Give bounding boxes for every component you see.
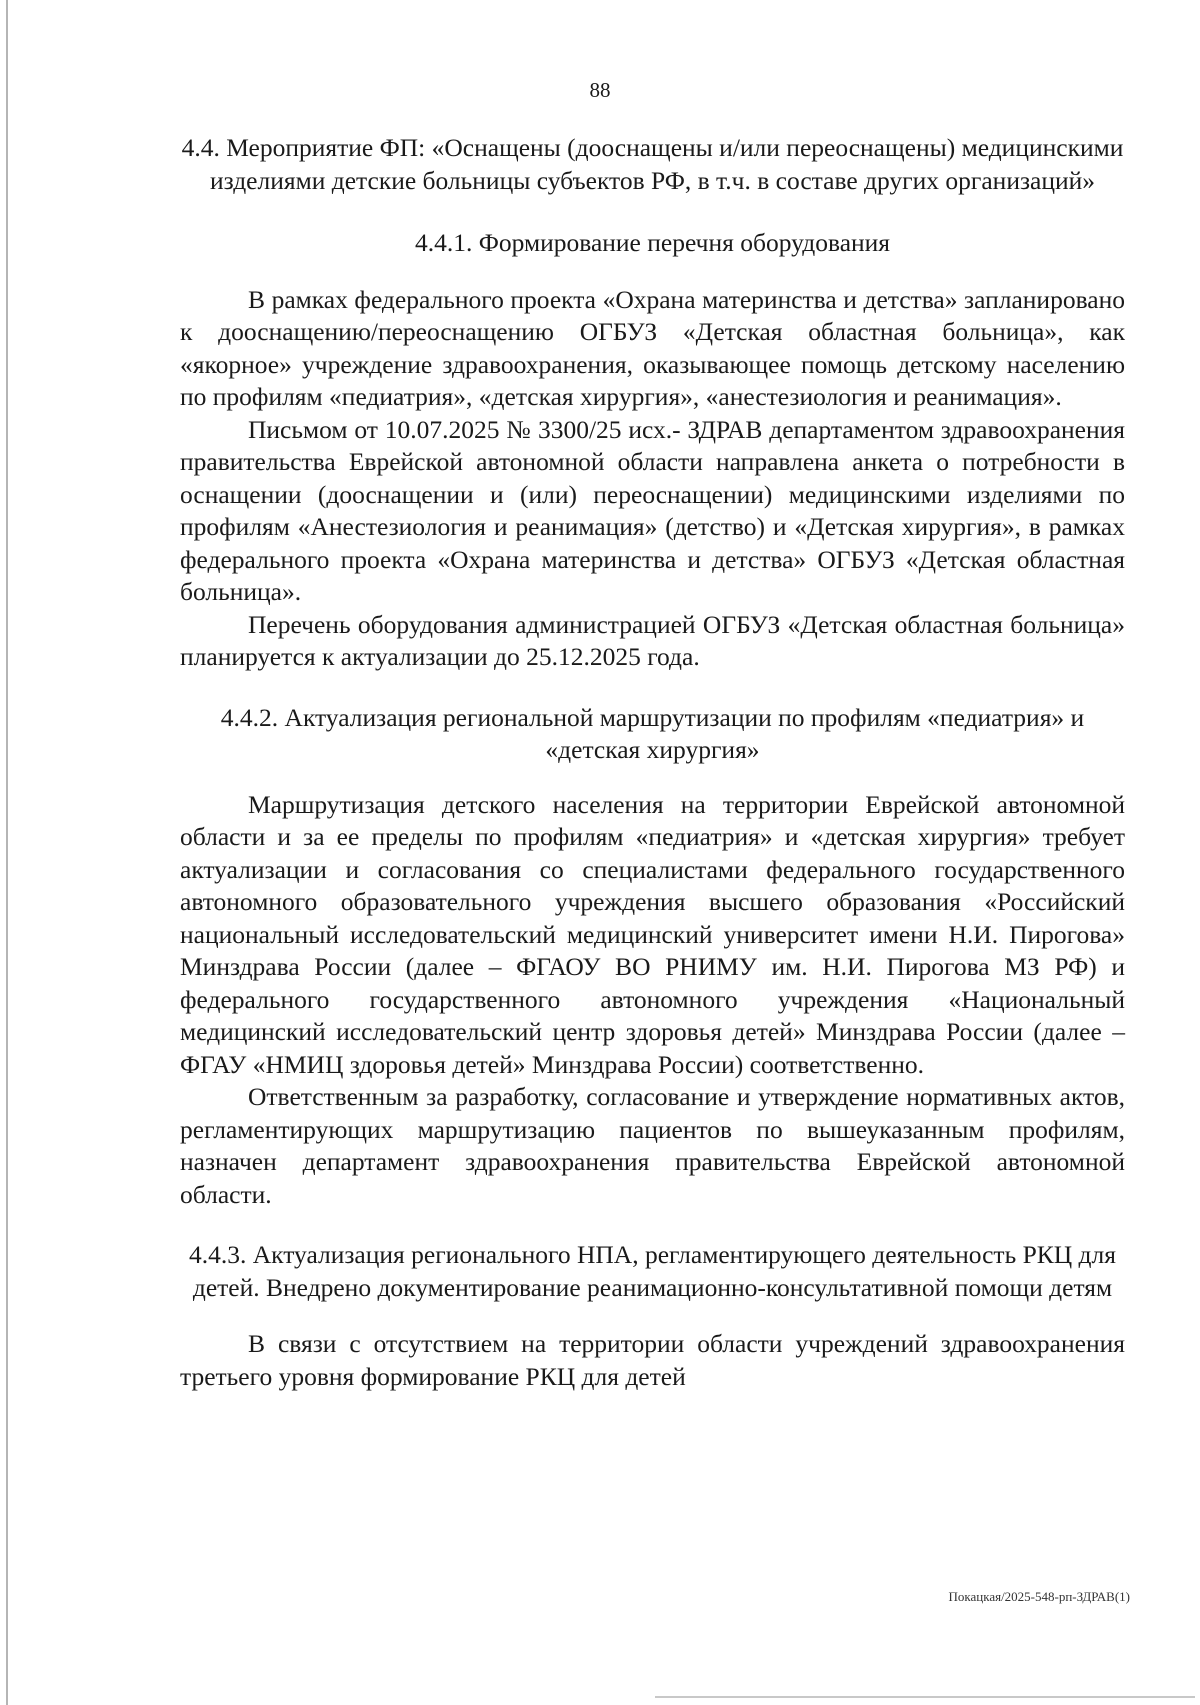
document-body — [180, 132, 1125, 1393]
paragraph: Ответственным за разработку, согласование и утверждение нормативных актов, регламентирующих маршрутизацию пациентов по вышеуказанным профилям, назначен департамент здравоохранения правительства Еврейской автономной области. — [180, 1082, 1125, 1209]
page-number: 88 — [589, 78, 611, 102]
paragraph: Письмом от 10.07.2025 № 3300/25 исх.- ЗДРАВ департаментом здравоохранения правительства Еврейской автономной области направлена анкета о потребности в оснащении (дооснащении и (или) переоснащении) медицинскими изделиями по профилям «Анестезиология и реанимация» (детство) и «Детская хирургия», в рамках федерального проекта «Охрана материнства и детства» ОГБУЗ «Детская областная больница». — [180, 414, 1125, 606]
section-4-4-1-body — [180, 284, 1125, 674]
section-4-4-title: 4.4. Мероприятие ФП: «Оснащены (дооснащены и/или переоснащены) медицинскими изделиями детские больницы субъектов РФ, в т.ч. в составе других организаций» — [181, 133, 1124, 195]
section-4-4-2-body — [180, 789, 1125, 1212]
footer-reference: Покацкая/2025-548-рп-ЗДРАВ(1) — [948, 1589, 1130, 1604]
section-4-4-2-title: 4.4.2. Актуализация региональной маршрутизации по профилям «педиатрия» и «детская хирургия» — [220, 702, 1085, 764]
paragraph: В связи с отсутствием на территории области учреждений здравоохранения третьего уровня формирование РКЦ для детей — [180, 1329, 1125, 1391]
section-4-4-3-body — [180, 1328, 1125, 1393]
paragraph: Маршрутизация детского населения на территории Еврейской автономной области и за ее пределы по профилям «педиатрия» и «детская хирургия» требует актуализации и согласования со специалистами федерального государственного автономного образовательного учреждения высшего образования «Российский национальный исследовательский медицинский университет имени Н.И. Пирогова» Минздрава России (далее – ФГАОУ ВО РНИМУ им. Н.И. Пирогова МЗ РФ) и федерального государственного автономного учреждения «Национальный медицинский исследовательский центр здоровья детей» Минздрава России (далее – ФГАУ «НМИЦ здоровья детей» Минздрава России) соответственно. — [180, 789, 1125, 1079]
page-edge — [6, 0, 8, 1705]
bottom-scan-line — [655, 1696, 1195, 1698]
paragraph: В рамках федерального проекта «Охрана материнства и детства» запланировано к дооснащению/переоснащению ОГБУЗ «Детская областная больница», как «якорное» учреждение здравоохранения, оказывающее помощь детскому населению по профилям «педиатрия», «детская хирургия», «анестезиология и реанимация». — [180, 284, 1125, 411]
paragraph: Перечень оборудования администрацией ОГБУЗ «Детская областная больница» планируется к актуализации до 25.12.2025 года. — [180, 609, 1125, 671]
section-4-4-1-title: 4.4.1. Формирование перечня оборудования — [414, 228, 891, 257]
section-4-4-3-title: 4.4.3. Актуализация регионального НПА, регламентирующего деятельность РКЦ для детей. Внедрено документирование реанимационно-консультативной помощи детям — [189, 1240, 1116, 1302]
